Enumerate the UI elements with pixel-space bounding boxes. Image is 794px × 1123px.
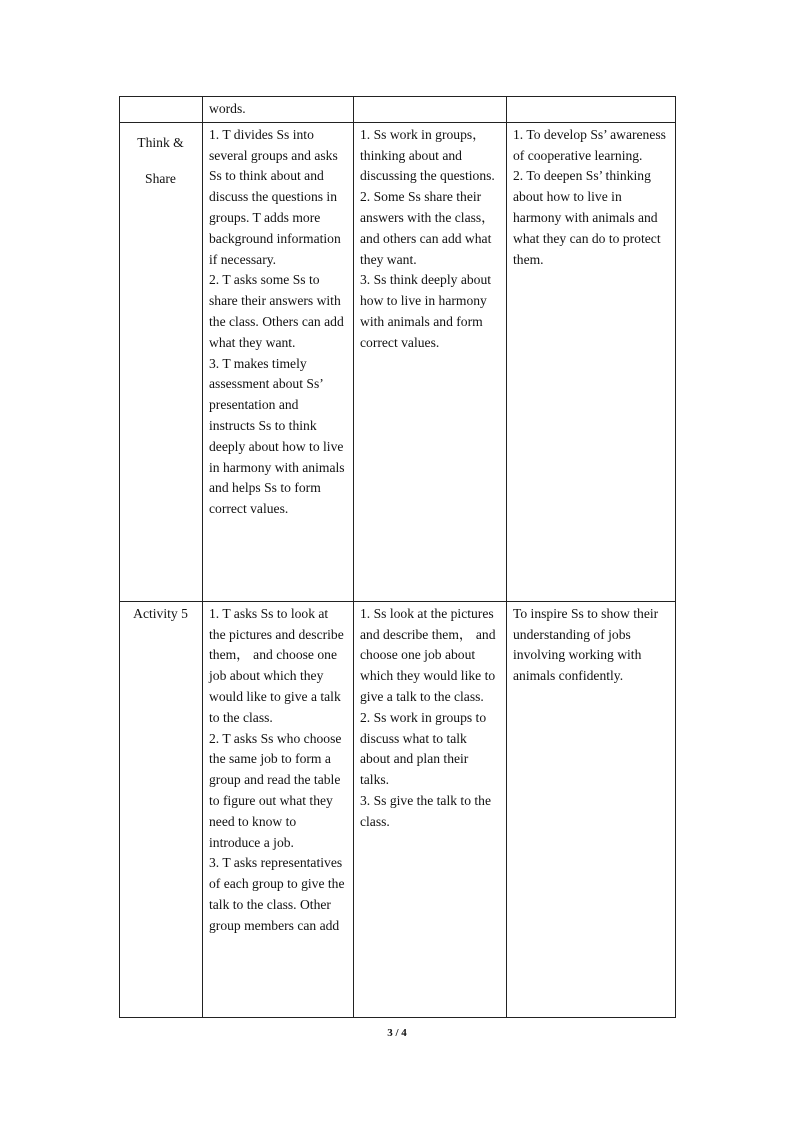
teacher-activity-item: 1. T asks Ss to look at the pictures and describe them， and choose one job about which they would like to give a talk to the class.	[209, 605, 344, 725]
student-activity-cell	[354, 122, 507, 601]
teacher-activity-cell	[203, 97, 354, 123]
teacher-activity-cell	[203, 601, 354, 1017]
student-activity-cell	[354, 601, 507, 1017]
teacher-activity-cell	[203, 122, 354, 601]
purpose-item: 1. To develop Ss’ awareness of cooperative learning.	[513, 126, 666, 163]
purpose-item: 2. To deepen Ss’ thinking about how to live in harmony with animals and what they can do to protect them.	[513, 168, 661, 267]
step-label: Activity 5	[133, 605, 188, 621]
purpose-cell	[507, 122, 676, 601]
step-cell	[120, 97, 203, 123]
student-activity-item: 1. Ss work in groups， thinking about and discussing the questions.	[360, 126, 495, 184]
student-activity-item: 3. Ss give the talk to the class.	[360, 792, 492, 829]
student-activity-item: 2. Ss work in groups to discuss what to talk about and plan their talks.	[360, 709, 487, 788]
teacher-activity-item: 3. T makes timely assessment about Ss’ presentation and instructs Ss to think deeply about how to live in harmony with animals and helps Ss to form correct values.	[209, 355, 345, 517]
student-activity-cell	[354, 97, 507, 123]
step-cell	[120, 601, 203, 1017]
student-activity-item: 1. Ss look at the pictures and describe them， and choose one job about which they would like to give a talk to the class.	[360, 605, 496, 704]
step-label: Think & Share	[137, 134, 184, 186]
teacher-activity-item: 2. T asks Ss who choose the same job to form a group and read the table to figure out what they need to know to introduce a job.	[209, 730, 342, 850]
lesson-plan-table	[119, 96, 676, 1018]
table-row-activity-5	[120, 601, 676, 1017]
table-row-think-share	[120, 122, 676, 601]
purpose-cell	[507, 97, 676, 123]
student-activity-item: 2. Some Ss share their answers with the class， and others can add what they want.	[360, 189, 495, 267]
student-activity-item: 3. Ss think deeply about how to live in harmony with animals and form correct values.	[360, 272, 492, 350]
step-cell	[120, 122, 203, 601]
teacher-activity-text: words.	[209, 101, 246, 116]
teacher-activity-item: 1. T divides Ss into several groups and asks Ss to think about and discuss the questions in groups. T adds more background information if necessary.	[209, 126, 341, 267]
table-row-continued	[120, 97, 676, 123]
purpose-cell	[507, 601, 676, 1017]
purpose-item: To inspire Ss to show their understanding of jobs involving working with animals confidently.	[513, 605, 659, 684]
teacher-activity-item: 3. T asks representatives of each group to give the talk to the class. Other group members can add	[209, 855, 345, 933]
page-number: 3 / 4	[387, 1027, 407, 1039]
teacher-activity-item: 2. T asks some Ss to share their answers with the class. Others can add what they want.	[209, 272, 344, 350]
